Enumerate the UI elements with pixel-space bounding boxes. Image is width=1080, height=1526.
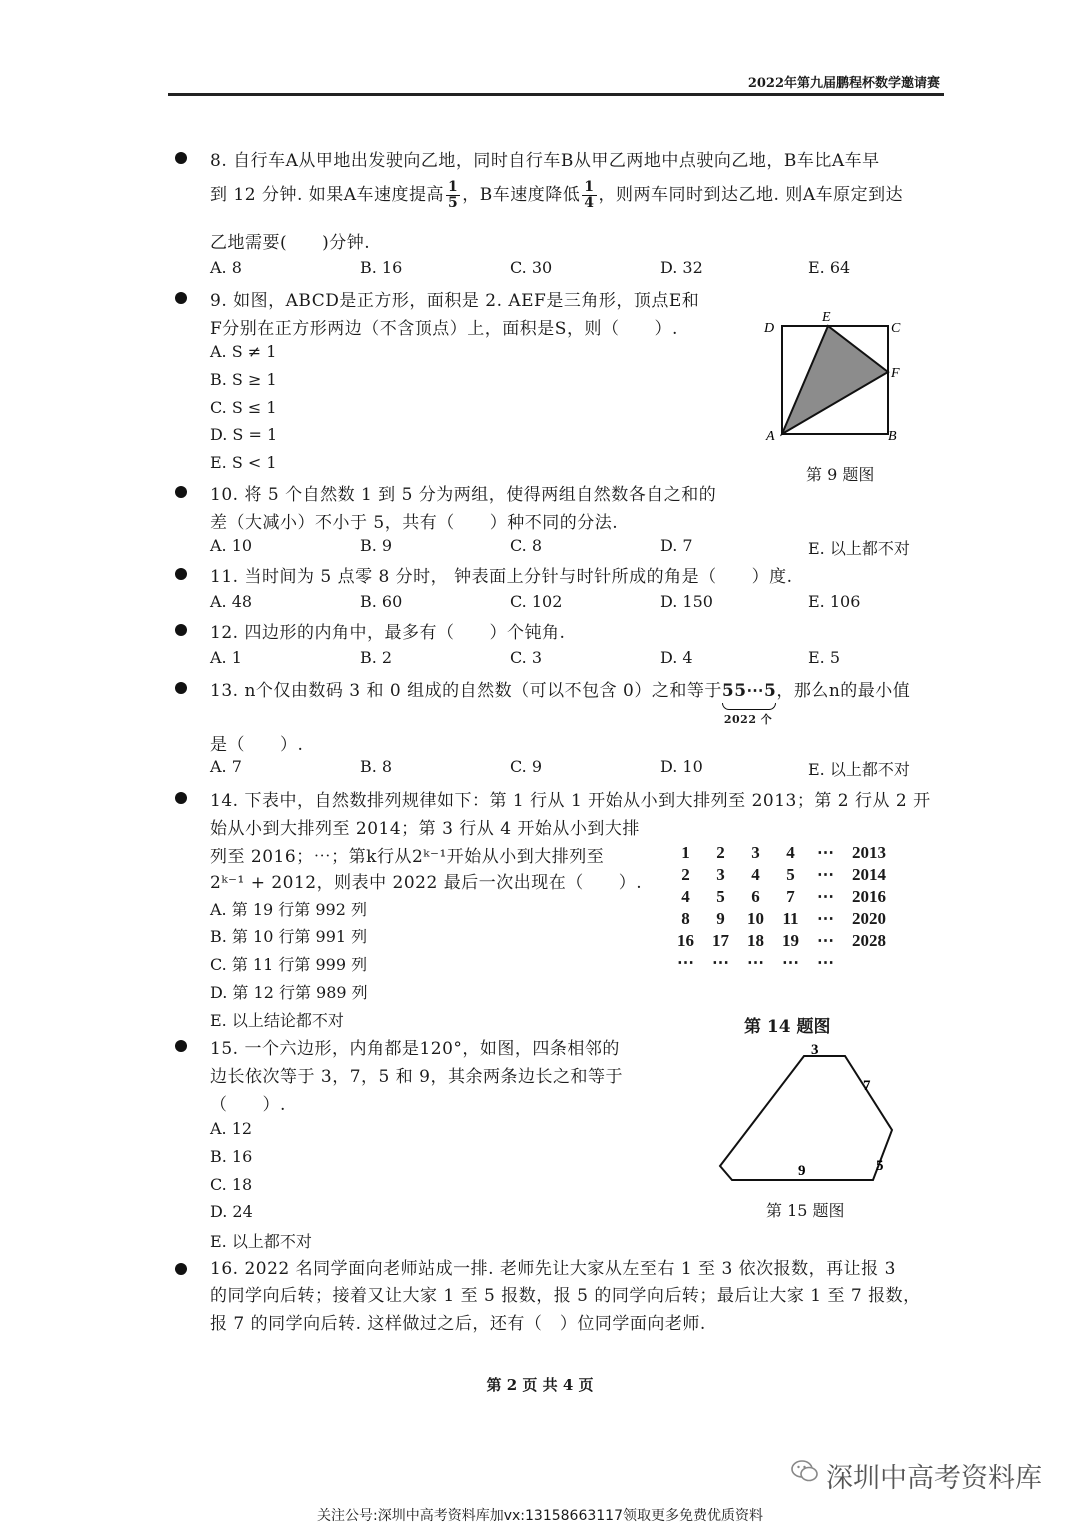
q15-line2: 边长依次等于 3，7，5 和 9，其余两条边长之和等于 — [210, 1067, 623, 1087]
q11-option-b: B. 60 — [360, 592, 403, 611]
q9-square-figure — [760, 310, 910, 450]
q12-option-c: C. 3 — [510, 648, 543, 667]
q12-option-a: A. 1 — [210, 648, 242, 667]
q11-line1: 11. 当时间为 5 点零 8 分时， 钟表面上分针与时针所成的角是（ ）度. — [210, 567, 793, 587]
frac-denominator: 5 — [448, 195, 459, 211]
repeated-fives-text: 55⋯5 — [721, 681, 777, 701]
q9-option-b: B. S ≥ 1 — [210, 370, 277, 389]
q14-option-d: D. 第 12 行第 989 列 — [210, 983, 368, 1002]
bullet — [175, 486, 187, 498]
q15-hexagon-figure — [710, 1038, 910, 1188]
q14-line3: 列至 2016；⋯；第k行从2ᵏ⁻¹开始从小到大排列至 — [210, 847, 605, 867]
label-f: F — [891, 366, 900, 381]
bullet — [175, 624, 187, 636]
frac-denominator: 4 — [584, 195, 595, 211]
bullet — [175, 292, 187, 304]
q14-line1: 14. 下表中，自然数排列规律如下：第 1 行从 1 开始从小到大排列至 2013；第 2 行从 2 开 — [210, 791, 931, 811]
q13-option-b: B. 8 — [360, 757, 393, 776]
bullet — [175, 682, 187, 694]
table-cell: 4 — [681, 887, 690, 906]
table-cell: 1 — [681, 843, 690, 862]
table-cell: 16 — [677, 931, 694, 950]
q13-line2: 是（ ）. — [210, 735, 304, 755]
q15-line3: （ ）. — [210, 1095, 286, 1115]
table-cell: 2016 — [852, 887, 886, 906]
q10-option-b: B. 9 — [360, 536, 393, 555]
q14-line2: 始从小到大排列至 2014；第 3 行从 4 开始从小到大排 — [210, 819, 640, 839]
q14-table-body — [668, 842, 895, 974]
table-cell: 2014 — [852, 865, 886, 884]
table-cell: 19 — [782, 931, 799, 950]
q10-line2: 差（大减小）不小于 5，共有（ ）种不同的分法. — [210, 513, 619, 533]
frac-numerator: 1 — [584, 179, 595, 195]
table-cell: ⋯ — [782, 953, 799, 972]
q9-option-a: A. S ≠ 1 — [210, 342, 277, 361]
wechat-icon — [790, 1458, 820, 1484]
table-cell: 4 — [786, 843, 795, 862]
q9-option-c: C. S ≤ 1 — [210, 398, 277, 417]
table-cell: 18 — [747, 931, 764, 950]
q9-option-e: E. S < 1 — [210, 453, 277, 472]
q16-line1: 16. 2022 名同学面向老师站成一排. 老师先让大家从左至右 1 至 3 依次报数，再让报 3 — [210, 1259, 896, 1279]
q10-option-d: D. 7 — [660, 536, 693, 555]
page-number: 第 2 页 共 4 页 — [486, 1376, 594, 1394]
table-cell: 6 — [751, 887, 760, 906]
q12-line1: 12. 四边形的内角中，最多有（ ）个钝角. — [210, 623, 566, 643]
table-row — [668, 842, 895, 864]
q14-option-c: C. 第 11 行第 999 列 — [210, 955, 368, 974]
q11-option-e: E. 106 — [808, 592, 861, 611]
label-b: B — [888, 429, 897, 444]
side-label-7: 7 — [863, 1078, 871, 1094]
q8-line2b: ，B车速度降低 — [462, 185, 581, 205]
q8-line3: 乙地需要( )分钟. — [210, 233, 371, 253]
label-e: E — [822, 310, 831, 325]
fraction-one-fifth — [446, 180, 460, 211]
q8-line2a: 到 12 分钟. 如果A车速度提高 — [210, 185, 445, 205]
q10-line1: 10. 将 5 个自然数 1 到 5 分为两组，使得两组自然数各自之和的 — [210, 485, 717, 505]
table-cell: 3 — [751, 843, 760, 862]
q9-line2: F分别在正方形两边（不含顶点）上，面积是S，则（ ）. — [210, 319, 678, 339]
bullet — [175, 792, 187, 804]
side-label-3: 3 — [811, 1042, 819, 1058]
q14-option-e: E. 以上结论都不对 — [210, 1011, 344, 1030]
q10-option-e: E. 以上都不对 — [808, 539, 910, 558]
q9-line1: 9. 如图，ABCD是正方形，面积是 2. AEF是三角形，顶点E和 — [210, 291, 700, 311]
table-cell: 2028 — [852, 931, 886, 950]
q14-line4: 2ᵏ⁻¹ + 2012，则表中 2022 最后一次出现在（ ）. — [210, 873, 643, 893]
q13-line1 — [210, 676, 911, 726]
table-cell: ⋯ — [712, 953, 729, 972]
table-cell: 2020 — [852, 909, 886, 928]
watermark-text: 深圳中高考资料库 — [826, 1463, 1042, 1494]
table-cell: 2013 — [852, 843, 886, 862]
q13-option-a: A. 7 — [210, 757, 242, 776]
table-cell: ⋯ — [817, 909, 834, 928]
table-cell: 3 — [716, 865, 725, 884]
q8-line1: 8. 自行车A从甲地出发驶向乙地，同时自行车B从甲乙两地中点驶向乙地，B车比A车早 — [210, 151, 880, 171]
q15-option-e: E. 以上都不对 — [210, 1232, 312, 1251]
bullet — [175, 1263, 187, 1275]
table-cell — [843, 952, 895, 974]
table-cell: 10 — [747, 909, 764, 928]
q12-option-b: B. 2 — [360, 648, 393, 667]
q14-number-table — [668, 842, 895, 974]
bottom-note: 关注公号:深圳中高考资料库加vx:13158663117领取更多免费优质资料 — [317, 1508, 763, 1524]
table-cell: ⋯ — [817, 843, 834, 862]
q8-line2 — [210, 180, 903, 211]
underbrace — [722, 703, 777, 710]
q15-option-c: C. 18 — [210, 1175, 253, 1194]
repeated-fives — [721, 681, 777, 726]
table-row — [668, 952, 895, 974]
header-title: 2022年第九届鹏程杯数学邀请赛 — [747, 76, 940, 91]
table-cell: ⋯ — [677, 953, 694, 972]
side-label-9: 9 — [798, 1163, 806, 1179]
table-row — [668, 886, 895, 908]
q13-option-d: D. 10 — [660, 757, 703, 776]
table-cell: ⋯ — [817, 865, 834, 884]
label-a: A — [766, 429, 775, 444]
fraction-one-fourth — [582, 180, 596, 211]
table-cell: 17 — [712, 931, 729, 950]
q14-caption: 第 14 题图 — [744, 1017, 831, 1037]
bullet — [175, 1040, 187, 1052]
q15-option-d: D. 24 — [210, 1202, 253, 1221]
q15-option-a: A. 12 — [210, 1119, 253, 1138]
q10-option-c: C. 8 — [510, 536, 543, 555]
label-c: C — [891, 321, 901, 336]
table-row — [668, 908, 895, 930]
q13-line1b: ，那么n的最小值 — [776, 681, 911, 701]
q13-line1a: 13. n个仅由数码 3 和 0 组成的自然数（可以不包含 0）之和等于 — [210, 681, 722, 701]
table-row — [668, 930, 895, 952]
q11-option-d: D. 150 — [660, 592, 713, 611]
hexagon — [720, 1056, 892, 1180]
q16-line2: 的同学向后转；接着又让大家 1 至 5 报数，报 5 的同学向后转；最后让大家 1 至 7 报数， — [210, 1286, 921, 1306]
q14-option-a: A. 第 19 行第 992 列 — [210, 900, 367, 919]
bullet — [175, 568, 187, 580]
table-cell: 2 — [681, 865, 690, 884]
table-row — [668, 864, 895, 886]
label-d: D — [764, 321, 775, 336]
table-cell: ⋯ — [817, 953, 834, 972]
q8-option-a: A. 8 — [210, 258, 242, 277]
table-cell: 5 — [716, 887, 725, 906]
q8-option-e: E. 64 — [808, 258, 851, 277]
q9-option-d: D. S = 1 — [210, 425, 278, 444]
q11-option-c: C. 102 — [510, 592, 563, 611]
table-cell: 11 — [782, 909, 799, 928]
table-cell: 9 — [716, 909, 725, 928]
q15-line1: 15. 一个六边形，内角都是120°，如图，四条相邻的 — [210, 1039, 620, 1059]
q13-option-e: E. 以上都不对 — [808, 760, 910, 779]
q8-option-c: C. 30 — [510, 258, 553, 277]
q15-caption: 第 15 题图 — [766, 1201, 845, 1220]
q10-option-a: A. 10 — [210, 536, 253, 555]
bullet — [175, 152, 187, 164]
q8-option-d: D. 32 — [660, 258, 703, 277]
q8-line2c: ，则两车同时到达乙地. 则A车原定到达 — [598, 185, 904, 205]
q12-option-d: D. 4 — [660, 648, 693, 667]
q12-option-e: E. 5 — [808, 648, 841, 667]
q14-option-b: B. 第 10 行第 991 列 — [210, 927, 368, 946]
table-cell: 5 — [786, 865, 795, 884]
repeated-count: 2022 个 — [723, 713, 773, 726]
frac-numerator: 1 — [448, 179, 459, 195]
q11-option-a: A. 48 — [210, 592, 253, 611]
table-cell: 4 — [751, 865, 760, 884]
table-cell: ⋯ — [747, 953, 764, 972]
q8-option-b: B. 16 — [360, 258, 403, 277]
table-cell: ⋯ — [817, 887, 834, 906]
side-label-5: 5 — [876, 1158, 884, 1174]
q16-line3: 报 7 的同学向后转. 这样做过之后，还有（ ）位同学面向老师. — [210, 1314, 706, 1334]
header-divider — [168, 93, 944, 96]
q15-option-b: B. 16 — [210, 1147, 253, 1166]
table-cell: 7 — [786, 887, 795, 906]
table-cell: 8 — [681, 909, 690, 928]
table-cell: 2 — [716, 843, 725, 862]
triangle-aef — [782, 326, 888, 434]
q9-caption: 第 9 题图 — [806, 465, 875, 484]
table-cell: ⋯ — [817, 931, 834, 950]
q13-option-c: C. 9 — [510, 757, 543, 776]
